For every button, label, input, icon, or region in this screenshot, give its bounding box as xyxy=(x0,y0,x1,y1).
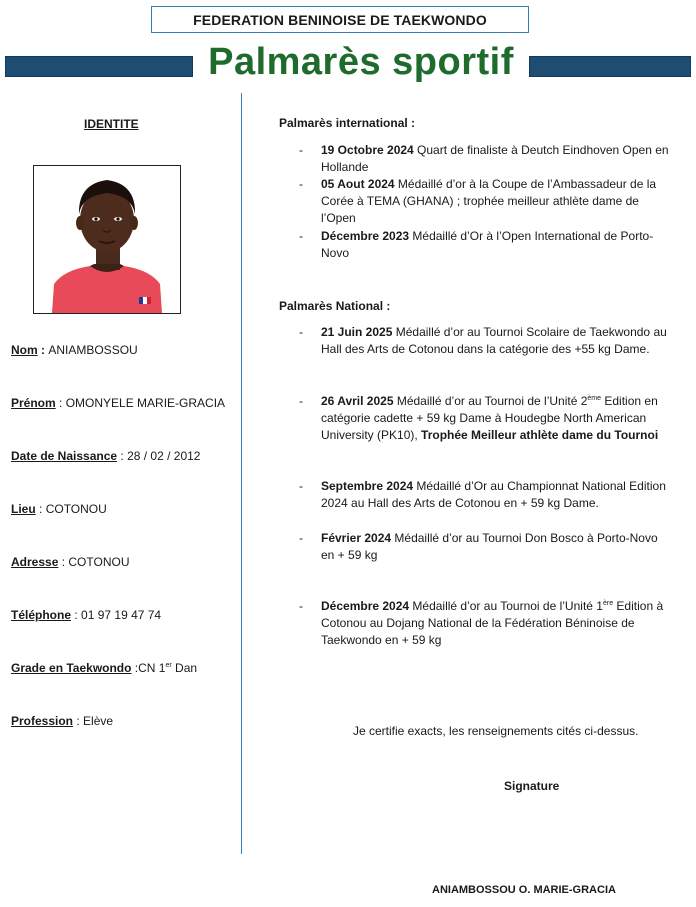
field-lieu xyxy=(11,502,107,516)
field-label: Adresse xyxy=(11,555,59,569)
field-profession xyxy=(11,714,113,728)
list-bullet: - xyxy=(299,325,303,339)
field-sep: : xyxy=(35,502,46,516)
list-item xyxy=(299,530,669,564)
field-grade xyxy=(11,661,197,675)
field-nom xyxy=(11,343,138,357)
signatory-name: ANIAMBOSSOU O. MARIE-GRACIA xyxy=(432,884,616,896)
field-value: ANIAMBOSSOU xyxy=(48,343,138,357)
field-label: Date de Naissance xyxy=(11,449,118,463)
list-bullet: - xyxy=(299,479,303,493)
entry-date: 05 Aout 2024 xyxy=(321,177,395,191)
entry-text: Médaillé d’Or à l’Open International de Porto-Novo xyxy=(321,229,654,260)
field-sep: : xyxy=(58,555,69,569)
entry-date: Février 2024 xyxy=(321,531,392,545)
field-sep: : xyxy=(55,396,66,410)
field-telephone xyxy=(11,608,161,622)
field-label: Téléphone xyxy=(11,608,72,622)
international-heading: Palmarès international : xyxy=(279,116,416,130)
entry-text: Médaillé d’or au Tournoi Scolaire de Taekwondo au Hall des Arts de Cotonou dans la catégorie des +55 kg Dame. xyxy=(321,325,667,356)
entry-text: Médaillé d’Or au Championnat National Edition 2024 au Hall des Arts de Cotonou en + 59 kg Dame. xyxy=(321,479,666,510)
list-bullet: - xyxy=(299,229,303,243)
athlete-photo xyxy=(33,165,181,314)
entry-text: Quart de finaliste à Deutch Eindhoven Open en Hollande xyxy=(321,143,669,174)
list-bullet: - xyxy=(299,394,303,408)
entry-text: Edition à Cotonou au Dojang National de la Fédération Béninoise de Taekwondo en + 59 kg xyxy=(321,599,664,647)
field-sep: : xyxy=(73,714,84,728)
list-item xyxy=(299,142,669,176)
list-item xyxy=(299,478,669,512)
field-label: Lieu xyxy=(11,502,36,516)
decorative-bar-right xyxy=(529,56,691,77)
list-item xyxy=(299,228,669,262)
entry-sup: ème xyxy=(587,395,602,402)
field-sep: : xyxy=(131,661,139,675)
field-label: Profession xyxy=(11,714,74,728)
signature-label: Signature xyxy=(504,779,560,793)
page-title: Palmarès sportif xyxy=(208,41,514,83)
field-value-after: Dan xyxy=(171,661,198,675)
field-label: Grade en Taekwondo xyxy=(11,661,132,675)
identity-heading: IDENTITE xyxy=(84,117,139,131)
list-bullet: - xyxy=(299,143,303,157)
entry-sup: ère xyxy=(602,600,614,607)
list-item xyxy=(299,176,669,227)
field-sep: : xyxy=(37,343,49,357)
list-bullet: - xyxy=(299,177,303,191)
entry-trophy: Trophée Meilleur athlète dame du Tournoi xyxy=(421,428,659,442)
entry-text: Edition en catégorie cadette + 59 kg Dame à Houdegbe North American University (PK10), xyxy=(321,394,658,442)
field-value: CN 1 xyxy=(138,661,166,675)
certification-statement: Je certifie exacts, les renseignements cités ci-dessus. xyxy=(353,724,639,738)
field-prenom xyxy=(11,396,225,410)
column-divider xyxy=(241,93,242,854)
list-bullet: - xyxy=(299,599,303,613)
decorative-bar-left xyxy=(5,56,193,77)
field-value: Elève xyxy=(83,714,114,728)
entry-date: 19 Octobre 2024 xyxy=(321,143,414,157)
field-label: Prénom xyxy=(11,396,56,410)
national-heading: Palmarès National : xyxy=(279,299,391,313)
entry-text: Médaillé d’or au Tournoi de l’Unité 2 xyxy=(393,394,588,408)
federation-header xyxy=(151,6,529,33)
list-item xyxy=(299,598,669,649)
federation-name: FEDERATION BENINOISE DE TAEKWONDO xyxy=(193,11,487,28)
field-value: 01 97 19 47 74 xyxy=(81,608,162,622)
field-value: OMONYELE MARIE-GRACIA xyxy=(65,396,226,410)
entry-text: Médaillé d’or au Tournoi Don Bosco à Porto-Novo en + 59 kg xyxy=(321,531,658,562)
entry-text: Médaillé d’or au Tournoi de l’Unité 1 xyxy=(409,599,603,613)
field-date-naissance xyxy=(11,449,200,463)
entry-date: Septembre 2024 xyxy=(321,479,414,493)
entry-date: 21 Juin 2025 xyxy=(321,325,393,339)
field-value: COTONOU xyxy=(45,502,107,516)
entry-date: Décembre 2024 xyxy=(321,599,410,613)
field-value: 28 / 02 / 2012 xyxy=(127,449,201,463)
field-sup: er xyxy=(165,662,172,669)
entry-text: Médaillé d’or à la Coupe de l’Ambassadeur de la Corée à TEMA (GHANA) ; trophée meilleur athlète dame de l’Open xyxy=(321,177,657,225)
list-item xyxy=(299,324,669,358)
list-item xyxy=(299,393,669,444)
entry-date: 26 Avril 2025 xyxy=(321,394,394,408)
field-label: Nom xyxy=(11,343,38,357)
portrait-icon xyxy=(34,166,180,313)
list-bullet: - xyxy=(299,531,303,545)
field-value: COTONOU xyxy=(68,555,130,569)
field-adresse xyxy=(11,555,130,569)
field-sep: : xyxy=(117,449,128,463)
entry-date: Décembre 2023 xyxy=(321,229,410,243)
field-sep: : xyxy=(71,608,82,622)
